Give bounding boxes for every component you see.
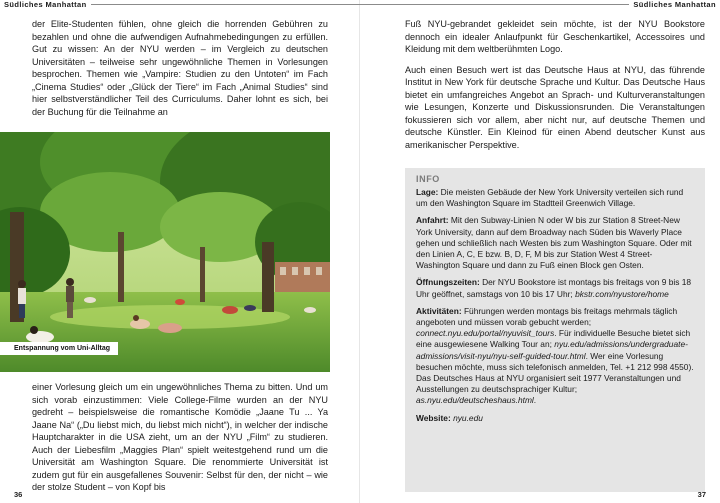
info-link[interactable]: as.nyu.edu/deutscheshaus.html	[416, 395, 534, 406]
info-link[interactable]: bkstr.com/nyustore/home	[575, 288, 669, 299]
info-link[interactable]: nyu.edu/admissions/undergraduate-admissions/visit-nyu/nyu-self-guided-tour.html	[416, 339, 688, 361]
info-website	[416, 413, 695, 424]
info-title: INFO	[416, 174, 440, 184]
info-label: Website:	[416, 412, 451, 423]
info-text: Die meisten Gebäude der New York University verteilen sich rund um den Washington Square im Stadtteil Greenwich Village.	[416, 187, 684, 209]
park-photo	[0, 132, 330, 372]
info-link[interactable]: nyu.edu	[453, 412, 483, 423]
info-text: Mit den Subway-Linien N oder W bis zur Station 8 Street-New York University, dann auf dem Broadway nach Süden bis Waverly Place gehen und schließlich nach Westen bis zum Washington Square. Oder mit den Linien A, C, E bzw. B, D, F, M bis zur Station West 4 Street-Washington Square und dann zu Fuß einen Block gen Osten.	[416, 215, 692, 271]
body-paragraph: einer Vorlesung gleich um ein ungewöhnliches Thema zu bitten. Und um sich vorab einzustimmen: Viele College-Filme wurden an der NYU gedreht – beispielsweise die romantische Komödie „Jaane Tu ... Ya Jaane Na“ („Du liebst mich, du liebst mich nicht“), in welcher der indische Hauptcharakter in die USA zieht, um an der NYU „Film“ zu studieren. Auch der Liebesfilm „Maggies Plan“ spielt weitestgehend rund um die Universität am Washington Square. Die renommierte Universität ist zudem gut für ein ausgefallenes Souvenir: Selbst für den, der nicht – wie der stolze Student – von Kopf bis	[32, 382, 328, 492]
info-box	[405, 168, 705, 492]
info-label: Öffnungszeiten:	[416, 277, 480, 288]
body-paragraph: der Elite-Studenten fühlen, ohne gleich die horrenden Gebühren zu bezahlen und ohne die aufwendigen Aufnahmebedingungen zu erfüllen. Gut zu wissen: An der NYU werden – im Vergleich zu deutschen Universitäten – teilweise sehr ungewöhnliche Themen in Vorlesungen besprochen. Themen wie „Vampire: Studien zu den Untoten“ im Fach „Cinema Studies“ oder „Glück der Tiere“ im Fach „Animal Studies“ sind hier selbstverständlicher Teil des Curriculums. Daher lohnt es sich, bei der Buchung für die Teilnahme an	[32, 19, 328, 117]
page-number: 37	[697, 490, 706, 499]
info-lage	[416, 187, 695, 209]
info-text: .	[533, 395, 537, 406]
photo-caption: Entspannung vom Uni-Alltag	[0, 342, 118, 355]
info-label: Anfahrt:	[416, 215, 449, 226]
right-page	[360, 0, 720, 503]
page-number: 36	[14, 490, 23, 499]
body-paragraph: Auch einen Besuch wert ist das Deutsche Haus at NYU, das führende Institut in New York für deutsche Sprache und Kultur. Das Deutsche Haus bietet ein umfangreiches Angebot an Sprach- und Kulturveranstaltungen wie Lesungen, Konzerte und Diskussionsrunden. Die Veranstaltungen fokussieren sich vor allem, aber nicht nur, auf deutsche Themen und deutsche Künstler. Ein Kleinod für einen Abend deutscher Kunst aus amerikanischer Perspektive.	[405, 64, 705, 150]
running-header: Südliches Manhattan	[0, 0, 91, 9]
info-link[interactable]: connect.nyu.edu/portal/nyuvisit_tours	[416, 328, 555, 339]
info-text: . Wer eine Vorlesung besuchen möchte, muss sich telefonisch anmelden, Tel. +1 212 998 4550). Das Deutsches Haus at NYU organisiert seit 1977 Veranstaltungen und Ausstellungen zu deutschsprachiger Kultur;	[416, 350, 694, 395]
info-text: Führungen werden montags bis freitags mehrmals täglich angeboten und müssen vorab gebucht werden;	[416, 305, 678, 328]
info-text: . Für individuelle Besuche bietet sich eine ausgewiesene Walking Tour an;	[416, 328, 691, 350]
info-aktivitaeten	[416, 306, 695, 407]
info-label: Lage:	[416, 187, 439, 197]
body-paragraph: Fuß NYU-gebrandet gekleidet sein möchte, ist der NYU Bookstore dennoch ein idealer Anlaufpunkt für Geschenkartikel, Accessoires und Kleidung mit dem weltberühmten Logo.	[405, 19, 705, 54]
info-anfahrt	[416, 215, 695, 271]
info-label: Aktivitäten:	[416, 305, 462, 316]
info-text: Der NYU Bookstore ist montags bis freitags von 9 bis 18 Uhr geöffnet, samstags von 10 bis 17 Uhr;	[416, 277, 692, 299]
info-oeffnungszeiten	[416, 277, 695, 299]
right-body	[405, 18, 705, 151]
running-header: Südliches Manhattan	[629, 0, 720, 9]
